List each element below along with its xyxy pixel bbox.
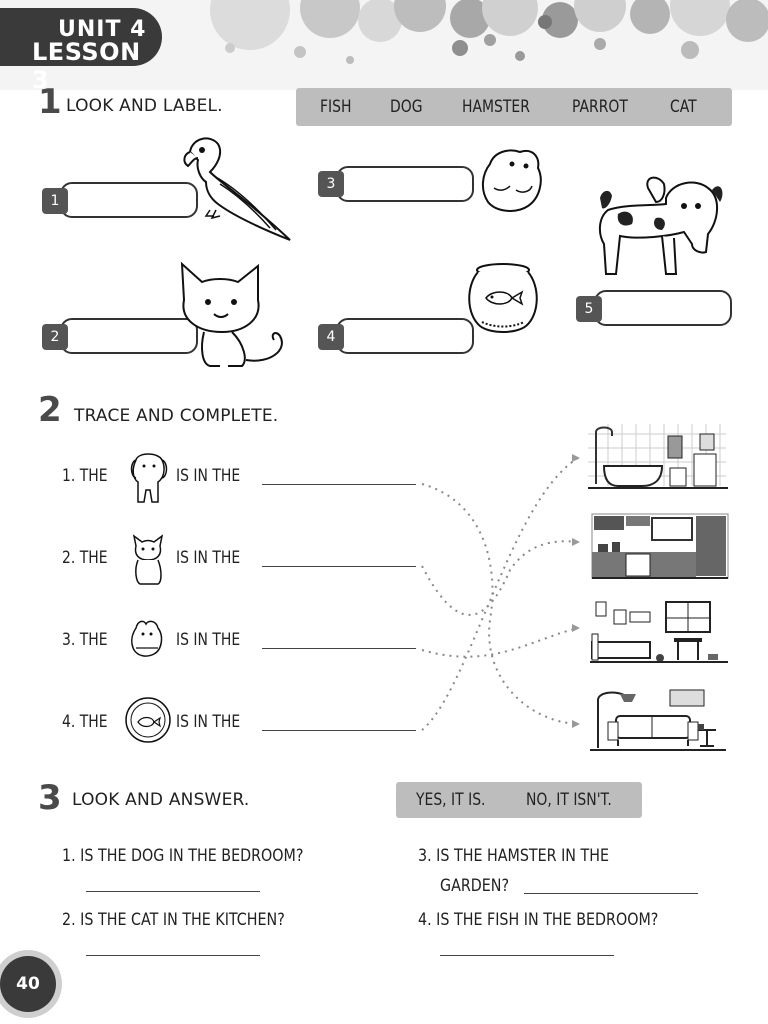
kitchen-picture <box>592 514 728 580</box>
trace-line-2-num: 2. <box>62 548 76 568</box>
trace-line-2 <box>62 548 118 568</box>
trace-line-3 <box>62 630 118 650</box>
question-3: 3. IS THE HAMSTER IN THE <box>418 846 610 866</box>
trace-line-3-tail: IS IN THE <box>176 630 241 650</box>
fishbowl-picture <box>466 262 540 334</box>
cat-small-icon <box>130 534 166 586</box>
section-3-number: 3 <box>38 778 62 818</box>
word-bank-dog: DOG <box>390 97 423 117</box>
bedroom-picture <box>590 598 728 666</box>
trace-line-2-the: THE <box>79 548 108 568</box>
trace-line-4 <box>62 712 118 732</box>
cat-picture <box>180 264 292 370</box>
trace-line-3-num: 3. <box>62 630 76 650</box>
trace-answer-line-1[interactable] <box>262 484 416 485</box>
page-number: 40 <box>0 956 56 1012</box>
trace-answer-line-2[interactable] <box>262 566 416 567</box>
answer-line-1[interactable] <box>86 891 260 892</box>
label-box-2[interactable] <box>60 318 198 354</box>
parrot-picture <box>180 132 300 244</box>
answer-line-4[interactable] <box>440 955 614 956</box>
trace-line-2-tail: IS IN THE <box>176 548 241 568</box>
trace-answer-line-3[interactable] <box>262 648 416 649</box>
question-2: 2. IS THE CAT IN THE KITCHEN? <box>62 910 285 930</box>
label-number-2: 2 <box>42 324 68 350</box>
trace-line-1 <box>62 466 118 486</box>
bathroom-picture <box>588 424 728 490</box>
word-bank-cat: CAT <box>670 97 697 117</box>
word-bank-hamster: HAMSTER <box>462 97 530 117</box>
label-number-4: 4 <box>318 324 344 350</box>
answer-bank-yes: YES, IT IS. <box>416 790 486 810</box>
living-room-picture <box>590 686 726 752</box>
answer-line-3[interactable] <box>524 893 698 894</box>
answer-line-2[interactable] <box>86 955 260 956</box>
label-number-5: 5 <box>576 296 602 322</box>
answer-bank-no: NO, IT ISN'T. <box>526 790 612 810</box>
trace-line-3-the: THE <box>79 630 108 650</box>
label-box-5[interactable] <box>594 290 732 326</box>
question-4: 4. IS THE FISH IN THE BEDROOM? <box>418 910 659 930</box>
hamster-small-icon <box>130 618 164 658</box>
fishbowl-small-icon <box>124 696 172 744</box>
trace-answer-line-4[interactable] <box>262 730 416 731</box>
section-2-number: 2 <box>38 390 62 430</box>
trace-line-1-num: 1. <box>62 466 76 486</box>
lesson-label: LESSON 3 <box>32 38 141 94</box>
unit-lesson-badge <box>0 8 162 94</box>
trace-paths <box>410 440 590 740</box>
trace-line-4-the: THE <box>79 712 108 732</box>
unit-label: UNIT 4 <box>58 17 147 42</box>
word-bank-fish: FISH <box>320 97 352 117</box>
trace-line-1-the: THE <box>79 466 108 486</box>
trace-line-4-num: 4. <box>62 712 76 732</box>
answer-bank <box>396 782 642 818</box>
trace-line-1-tail: IS IN THE <box>176 466 241 486</box>
section-1-title: LOOK AND LABEL. <box>66 96 223 116</box>
label-box-3[interactable] <box>336 166 474 202</box>
label-number-1: 1 <box>42 188 68 214</box>
label-box-4[interactable] <box>336 318 474 354</box>
question-3-line2: GARDEN? <box>440 876 510 896</box>
word-bank <box>296 88 732 126</box>
trace-line-4-tail: IS IN THE <box>176 712 241 732</box>
hamster-picture <box>480 144 546 214</box>
question-1: 1. IS THE DOG IN THE BEDROOM? <box>62 846 304 866</box>
section-3-title: LOOK AND ANSWER. <box>72 790 250 810</box>
label-number-3: 3 <box>318 171 344 197</box>
section-2-title: TRACE AND COMPLETE. <box>74 406 279 426</box>
label-box-1[interactable] <box>60 182 198 218</box>
word-bank-parrot: PARROT <box>572 97 628 117</box>
section-1-number: 1 <box>38 82 62 122</box>
dog-small-icon <box>128 450 170 506</box>
dog-picture <box>596 174 726 284</box>
